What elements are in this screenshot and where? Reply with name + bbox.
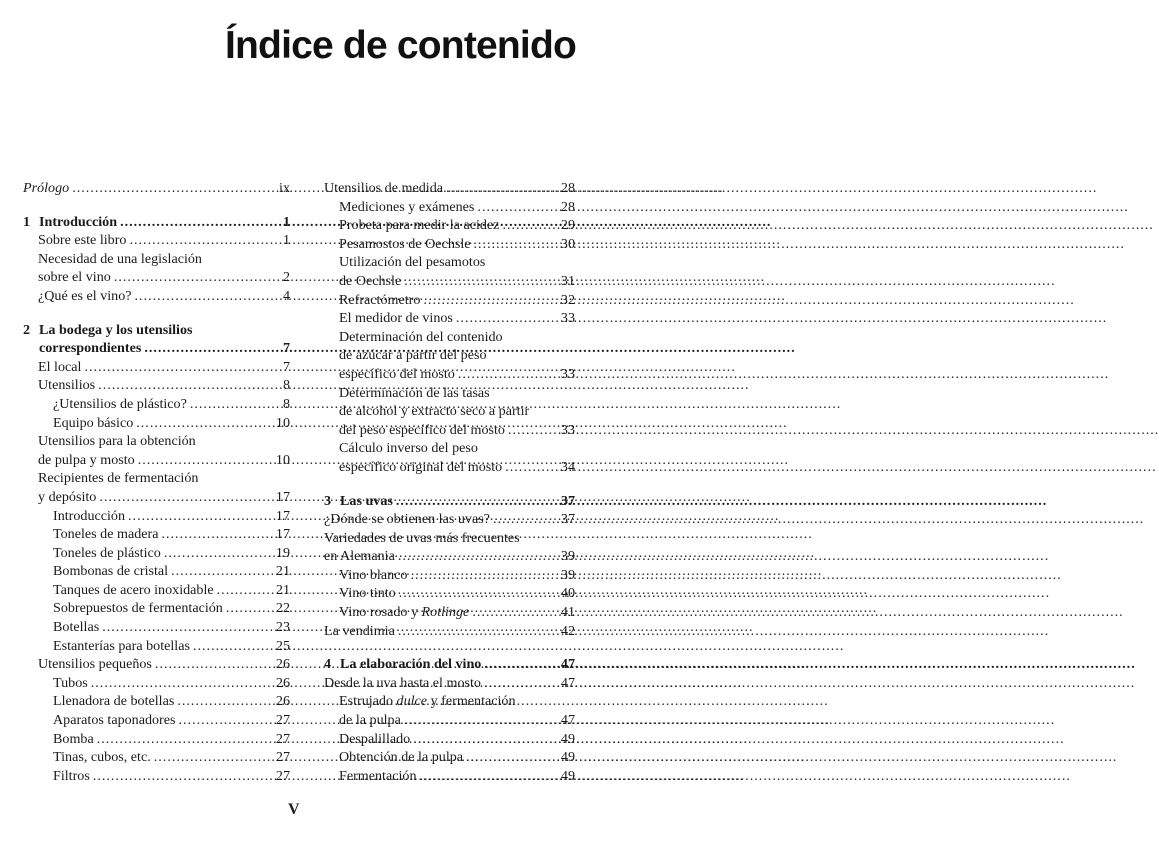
toc-page-number: 10 [275, 414, 290, 431]
dot-leader [502, 216, 550, 235]
chapter-number: 4 [324, 656, 332, 673]
toc-entry-text: ¿Utensilios de plástico? [53, 395, 187, 412]
toc-page-number: 27 [275, 730, 290, 747]
toc-page-number: 4 [282, 287, 290, 304]
toc-page-number: 1 [282, 232, 290, 249]
dot-leader [177, 692, 265, 711]
toc-chapter-entry[interactable] [324, 655, 575, 674]
toc-entry[interactable] [324, 748, 575, 767]
toc-entry-title [38, 432, 196, 451]
toc-entry[interactable] [23, 655, 290, 674]
toc-chapter-entry[interactable] [324, 492, 575, 511]
dot-leader [458, 365, 550, 384]
dot-leader [114, 268, 265, 287]
toc-entry[interactable] [324, 328, 575, 347]
toc-entry-text: Estanterías para botellas [53, 637, 190, 654]
toc-entry-title [53, 674, 88, 693]
dot-leader [398, 547, 550, 566]
toc-entry[interactable] [23, 268, 290, 287]
toc-entry-title [339, 439, 478, 458]
toc-entry-text: Tinas, cubos, etc. [53, 749, 151, 766]
toc-entry-title [324, 529, 520, 548]
toc-page-number: 39 [560, 566, 575, 583]
toc-page-number: 23 [275, 619, 290, 636]
toc-entry-text: específico del mosto [339, 365, 455, 382]
toc-entry[interactable] [324, 253, 575, 272]
toc-entry[interactable] [324, 547, 575, 566]
toc-page-number: 47 [560, 712, 575, 729]
toc-page-number: 27 [275, 712, 290, 729]
toc-page-number: 37 [560, 492, 575, 509]
toc-entry[interactable] [23, 469, 290, 488]
dot-leader [190, 395, 265, 414]
toc-entry-text: Determinación de las tasas [339, 384, 490, 401]
toc-left-column [23, 179, 290, 785]
toc-page-number: 29 [560, 217, 575, 234]
toc-entry-title [38, 231, 126, 250]
toc-entry[interactable] [324, 402, 575, 421]
toc-entry[interactable] [324, 216, 575, 235]
dot-leader [396, 492, 550, 511]
dot-leader [404, 272, 550, 291]
toc-entry[interactable] [324, 692, 575, 711]
dot-leader [477, 198, 550, 217]
toc-page-number: 49 [560, 749, 575, 766]
toc-entry-text: Utensilios [38, 377, 96, 394]
toc-entry[interactable] [324, 309, 575, 328]
toc-entry-title [339, 421, 505, 440]
toc-entry-title [53, 767, 90, 786]
toc-entry[interactable] [324, 622, 575, 641]
toc-entry-text: Las uvas [340, 492, 393, 509]
toc-page-number: 8 [282, 395, 290, 412]
toc-entry-title [53, 544, 161, 563]
toc-entry[interactable] [324, 510, 575, 529]
toc-entry[interactable] [324, 272, 575, 291]
toc-entry-title [339, 603, 469, 622]
toc-entry[interactable] [23, 507, 290, 526]
toc-entry-title [53, 599, 223, 618]
toc-entry[interactable] [23, 581, 290, 600]
toc-entry-title [339, 365, 455, 384]
toc-entry[interactable] [23, 562, 290, 581]
toc-entry[interactable] [324, 291, 575, 310]
toc-entry-title [53, 730, 94, 749]
chapter-number: 2 [23, 321, 31, 338]
toc-entry-title [339, 216, 499, 235]
dot-leader [456, 309, 550, 328]
toc-page-number: 25 [275, 637, 290, 654]
toc-entry-title [53, 562, 168, 581]
dot-leader [398, 622, 550, 641]
dot-leader [420, 767, 551, 786]
toc-page-number: 49 [560, 730, 575, 747]
toc-page-number: 41 [560, 604, 575, 621]
toc-entry-title [339, 730, 410, 749]
toc-entry-title [339, 711, 401, 730]
toc-entry-text: Pesamostos de Oechsle [339, 235, 471, 252]
toc-entry-title [324, 622, 395, 641]
toc-entry[interactable] [324, 458, 575, 477]
toc-entry-text: La vendimia [324, 622, 395, 639]
toc-entry[interactable] [324, 235, 575, 254]
page-number: V [288, 801, 300, 818]
toc-entry-text: Sobrepuestos de fermentación [53, 600, 223, 617]
toc-entry[interactable] [324, 198, 575, 217]
dot-leader [171, 562, 265, 581]
toc-entry-text: Refractómetro [339, 291, 421, 308]
toc-entry-text: Estrujado [339, 693, 397, 710]
toc-entry[interactable] [23, 414, 290, 433]
dot-leader [164, 544, 265, 563]
toc-entry-text: Recipientes de fermentación [38, 470, 199, 487]
toc-entry-text: de Oechsle [339, 272, 402, 289]
toc-chapter-entry[interactable] [23, 213, 290, 232]
toc-page-number: 17 [275, 507, 290, 524]
dot-leader [144, 339, 265, 358]
toc-entry-title [339, 291, 420, 310]
toc-entry-title [324, 674, 481, 693]
toc-entry-title [38, 376, 95, 395]
toc-page-number: 26 [275, 693, 290, 710]
dot-leader [179, 711, 266, 730]
toc-page-number: 34 [560, 458, 575, 475]
toc-page-number: 19 [275, 544, 290, 561]
toc-entry-text-rest: y fermentación [427, 693, 516, 710]
toc-entry-title [23, 321, 193, 340]
toc-page-number: 33 [560, 365, 575, 382]
toc-entry-title [38, 655, 152, 674]
toc-entry-text: Desde la uva hasta el mosto [324, 674, 481, 691]
toc-entry[interactable] [23, 525, 290, 544]
toc-entry-text: Utensilios para la obtención [38, 433, 196, 450]
toc-entry-title [53, 711, 176, 730]
dot-leader [446, 179, 550, 198]
dot-leader [505, 458, 550, 477]
dot-leader [136, 414, 265, 433]
toc-entry[interactable] [324, 603, 575, 622]
toc-entry-text: Utensilios pequeños [38, 656, 152, 673]
dot-leader [508, 421, 550, 440]
toc-entry[interactable] [324, 584, 575, 603]
dot-leader [93, 767, 265, 786]
toc-entry-title [339, 584, 396, 603]
toc-entry-title [53, 692, 174, 711]
toc-entry-title [339, 272, 401, 291]
dot-leader [472, 603, 550, 622]
toc-entry-text: de azúcar a partir del peso [339, 347, 487, 364]
toc-entry-text: Probeta para medir la acidez [339, 217, 500, 234]
toc-page-number: 33 [560, 310, 575, 327]
toc-entry[interactable] [324, 711, 575, 730]
toc-entry-title [38, 451, 135, 470]
dot-leader [226, 599, 265, 618]
toc-page-number: 47 [560, 674, 575, 691]
toc-entry-text: Aparatos taponadores [53, 712, 176, 729]
toc-entry-text: Equipo básico [53, 414, 134, 431]
dot-leader [474, 235, 550, 254]
toc-entry-text: Mediciones y exámenes [339, 198, 475, 215]
toc-entry-text: de alcohol y extracto seco a partir [339, 403, 530, 420]
toc-entry-text: El medidor de vinos [339, 310, 453, 327]
toc-entry[interactable] [324, 365, 575, 384]
toc-entry[interactable] [324, 439, 575, 458]
toc-chapter-entry[interactable] [23, 339, 290, 358]
toc-entry-title [38, 469, 198, 488]
toc-entry[interactable] [23, 432, 290, 451]
page-title: Índice de contenido [225, 24, 576, 67]
toc-entry-text: La elaboración del vino [340, 656, 482, 673]
toc-page-number: 7 [282, 340, 290, 357]
toc-entry[interactable] [23, 674, 290, 693]
toc-page-number: 47 [560, 656, 575, 673]
dot-leader [404, 711, 550, 730]
toc-entry-text: y depósito [38, 488, 97, 505]
dot-leader [120, 213, 265, 232]
toc-entry-title [339, 328, 503, 347]
toc-entry-text: Despalillado [339, 730, 411, 747]
toc-entry-title [53, 637, 190, 656]
toc-entry-text: Utilización del pesamotos [339, 254, 486, 271]
toc-entry-text: La bodega y los utensilios [39, 321, 193, 338]
toc-page-number: 26 [275, 656, 290, 673]
toc-entry[interactable] [324, 767, 575, 786]
dot-leader [98, 376, 265, 395]
toc-entry[interactable] [23, 767, 290, 786]
dot-leader [423, 291, 550, 310]
toc-entry-text: Filtros [53, 767, 90, 784]
toc-entry-title [53, 507, 125, 526]
toc-entry-text: Obtención de la pulpa [339, 749, 464, 766]
dot-leader [161, 525, 265, 544]
toc-entry-text: Botellas [53, 619, 100, 636]
toc-entry-title [339, 748, 463, 767]
toc-entry-text: Llenadora de botellas [53, 693, 175, 710]
toc-page-number: 39 [560, 548, 575, 565]
toc-entry-title [53, 748, 151, 767]
toc-entry-title [38, 268, 111, 287]
toc-entry-text: Variedades de uvas más frecuentes [324, 529, 520, 546]
toc-entry[interactable] [324, 346, 575, 365]
toc-entry-text: del peso específico del mosto [339, 421, 505, 438]
chapter-number: 3 [324, 492, 332, 509]
toc-entry[interactable] [23, 287, 290, 306]
toc-entry-text: Bomba [53, 730, 94, 747]
toc-entry-title [53, 395, 187, 414]
toc-entry-text: Cálculo inverso del peso [339, 440, 478, 457]
toc-entry-title [324, 510, 490, 529]
toc-entry-title [339, 458, 502, 477]
toc-page-number: 40 [560, 585, 575, 602]
toc-entry-text: Sobre este libro [38, 232, 127, 249]
toc-entry[interactable] [23, 395, 290, 414]
toc-entry[interactable] [23, 544, 290, 563]
toc-entry-text: Necesidad de una legislación [38, 250, 202, 267]
toc-entry-title [339, 767, 417, 786]
toc-entry-text: El local [38, 358, 82, 375]
toc-page-number: 37 [560, 511, 575, 528]
toc-entry[interactable] [23, 730, 290, 749]
toc-entry[interactable] [23, 358, 290, 377]
toc-entry-text: Toneles de plástico [53, 544, 161, 561]
toc-page-number: 27 [275, 767, 290, 784]
toc-page-number: 31 [560, 272, 575, 289]
toc-entry-title [324, 492, 393, 511]
toc-chapter-entry[interactable] [23, 321, 290, 340]
toc-entry[interactable] [23, 692, 290, 711]
toc-entry-title [339, 235, 471, 254]
toc-entry-title [53, 618, 99, 637]
dot-leader [72, 179, 265, 198]
toc-entry-title [339, 253, 485, 272]
toc-entry[interactable] [23, 748, 290, 767]
toc-entry[interactable] [324, 179, 575, 198]
toc-entry-text: ¿Dónde se obtienen las uvas? [324, 511, 490, 528]
toc-entry-text: ¿Qué es el vino? [38, 287, 132, 304]
dot-leader [155, 655, 265, 674]
toc-entry-text: Vino rosado y [339, 604, 422, 621]
toc-page-number: 28 [560, 198, 575, 215]
dot-leader [97, 730, 265, 749]
toc-entry[interactable] [324, 674, 575, 693]
dot-leader [217, 581, 265, 600]
dot-leader [129, 231, 265, 250]
toc-entry-text: Toneles de madera [53, 526, 159, 543]
dot-leader [410, 566, 550, 585]
toc-entry[interactable] [23, 711, 290, 730]
toc-page-number: 17 [275, 488, 290, 505]
dot-leader [484, 655, 550, 674]
toc-page-number: 33 [560, 421, 575, 438]
dot-leader [154, 748, 265, 767]
toc-entry-title [53, 581, 214, 600]
dot-leader [135, 287, 265, 306]
toc-entry-title [339, 309, 453, 328]
toc-entry[interactable] [324, 529, 575, 548]
toc-entry-text: correspondientes [39, 340, 142, 357]
toc-page-number: 8 [282, 377, 290, 394]
toc-page-number: 17 [275, 526, 290, 543]
toc-entry-title [23, 179, 69, 198]
toc-entry-text: Introducción [53, 507, 126, 524]
toc-page-number: 30 [560, 235, 575, 252]
toc-entry[interactable] [23, 618, 290, 637]
dot-leader [413, 730, 550, 749]
dot-leader [399, 584, 550, 603]
toc-entry[interactable] [23, 376, 290, 395]
toc-entry-title [53, 525, 158, 544]
toc-page-number: 26 [275, 674, 290, 691]
dot-leader [193, 637, 265, 656]
toc-entry-text: específico original del mosto [339, 458, 503, 475]
toc-page-number: 1 [282, 213, 290, 230]
toc-entry-title [339, 346, 487, 365]
toc-entry-text: de pulpa y mosto [38, 451, 135, 468]
toc-entry[interactable] [324, 730, 575, 749]
toc-entry-text: Tubos [53, 674, 88, 691]
toc-entry-text-italic: Rotlinge [421, 604, 470, 621]
toc-page-number: 49 [560, 767, 575, 784]
toc-page-number: 42 [560, 622, 575, 639]
toc-entry-text-italic: dulce [396, 693, 428, 710]
toc-entry[interactable] [23, 637, 290, 656]
toc-page-number: 21 [275, 563, 290, 580]
toc-page-number: 2 [282, 269, 290, 286]
toc-page-number: ix [279, 180, 290, 196]
toc-entry[interactable] [23, 231, 290, 250]
chapter-number: 1 [23, 213, 31, 230]
dot-leader [99, 488, 265, 507]
dot-leader [484, 674, 550, 693]
toc-entry[interactable] [324, 566, 575, 585]
toc-entry-title [38, 488, 96, 507]
toc-entry-title [38, 250, 202, 269]
toc-entry[interactable] [23, 250, 290, 269]
toc-entry-title [38, 358, 81, 377]
toc-entry[interactable] [23, 488, 290, 507]
toc-entry-title [23, 339, 141, 358]
toc-entry[interactable] [23, 599, 290, 618]
toc-entry-text: Vino tinto [339, 585, 396, 602]
toc-entry-title [339, 566, 407, 585]
toc-entry-title [339, 402, 529, 421]
toc-right-column [324, 179, 575, 785]
toc-page-number: 22 [275, 600, 290, 617]
toc-entry-text: Prólogo [23, 180, 70, 196]
dot-leader [128, 507, 265, 526]
toc-page-number: 28 [560, 180, 575, 196]
toc-entry-text: de la pulpa [339, 712, 401, 729]
toc-entry-title [339, 198, 474, 217]
dot-leader [466, 748, 550, 767]
toc-entry[interactable] [23, 451, 290, 470]
toc-entry-text: Bombonas de cristal [53, 563, 169, 580]
toc-page-number: 27 [275, 749, 290, 766]
dot-leader [91, 674, 265, 693]
toc-entry-text: Vino blanco [339, 566, 408, 583]
toc-entry-title [339, 384, 490, 403]
toc-entry-title [324, 655, 481, 674]
toc-page-number: 7 [282, 358, 290, 375]
toc-entry-title [38, 287, 132, 306]
toc-entry[interactable] [324, 421, 575, 440]
toc-page-number: 32 [560, 291, 575, 308]
toc-entry-text: sobre el vino [38, 269, 111, 286]
dot-leader [493, 510, 550, 529]
toc-entry-text: Introducción [39, 213, 118, 230]
toc-entry-text: Tanques de acero inoxidable [53, 581, 214, 598]
toc-entry-title [324, 179, 443, 198]
toc-entry-title [339, 692, 516, 711]
toc-entry[interactable] [23, 179, 290, 198]
dot-leader [84, 358, 265, 377]
toc-entry-title [23, 213, 117, 232]
toc-entry-text: Fermentación [339, 767, 417, 784]
dot-leader [102, 618, 265, 637]
toc-entry[interactable] [324, 384, 575, 403]
toc-entry-title [53, 414, 133, 433]
toc-entry-text: Determinación del contenido [339, 328, 503, 345]
dot-leader [138, 451, 265, 470]
toc-entry-text: Utensilios de medida [324, 180, 443, 196]
toc-page-number: 10 [275, 451, 290, 468]
toc-page-number: 21 [275, 581, 290, 598]
toc-entry-text: en Alemania [324, 548, 395, 565]
toc-entry-title [324, 547, 395, 566]
